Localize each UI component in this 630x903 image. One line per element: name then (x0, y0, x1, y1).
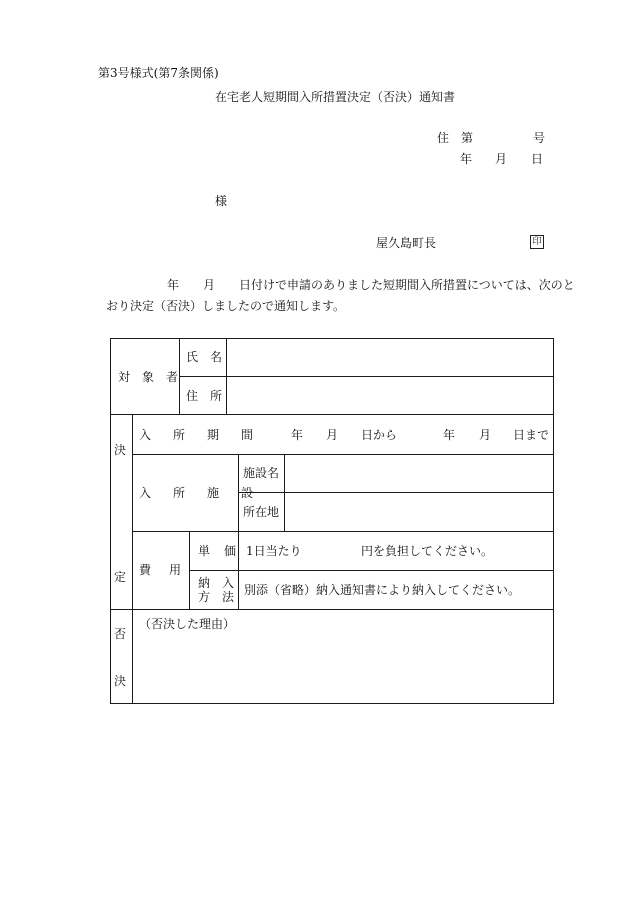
document-title: 在宅老人短期間入所措置決定（否決）通知書 (215, 90, 456, 104)
facility-label: 入所施設 (139, 486, 276, 500)
unit-price-label: 単価 (198, 544, 251, 558)
body-month: 月 (203, 278, 216, 292)
seal-mark: 印 (530, 235, 544, 249)
rejection-reason-label: （否決した理由） (139, 617, 236, 631)
body-text-line2: おり決定（否決）しましたので通知します。 (106, 299, 346, 313)
decision-char-1: 決 (114, 443, 127, 457)
facility-name-label: 施設名 (243, 466, 280, 480)
address-label: 住所 (186, 389, 235, 403)
addressee-suffix: 様 (215, 194, 228, 208)
unit-price-suffix: 円を負担してください。 (361, 544, 494, 558)
rejection-char-1: 否 (114, 627, 127, 641)
decision-char-2: 定 (114, 570, 127, 584)
date-year: 年 (460, 152, 473, 166)
payment-label-1: 納 入 (198, 576, 235, 590)
payment-label-2: 方 法 (198, 590, 235, 604)
rejection-char-2: 決 (114, 674, 127, 688)
payment-text: 別添（省略）納入通知書により納入してください。 (244, 583, 521, 597)
period-to-year: 年 (443, 428, 456, 442)
period-from-month: 月 (326, 428, 339, 442)
period-to-day: 日まで (513, 428, 550, 442)
date-month: 月 (495, 152, 508, 166)
period-to-month: 月 (479, 428, 492, 442)
facility-location-label: 所在地 (243, 505, 280, 519)
period-from-year: 年 (291, 428, 304, 442)
name-label: 氏名 (186, 350, 235, 364)
unit-price-prefix: 1日当たり (246, 544, 302, 558)
cost-label: 費用 (139, 563, 200, 577)
doc-number-suffix: 号 (533, 131, 546, 145)
issuer-name: 屋久島町長 (376, 236, 437, 250)
period-from-day: 日から (361, 428, 398, 442)
form-label: 第3号様式(第7条関係) (98, 66, 219, 80)
period-label: 入所期間 (139, 428, 276, 442)
body-text-line1: 日付けで申請のありました短期間入所措置については、次のと (239, 278, 575, 292)
subject-header: 対象者 (118, 370, 191, 384)
doc-number-prefix: 住 第 (437, 131, 474, 145)
date-day: 日 (531, 152, 544, 166)
body-year: 年 (167, 278, 180, 292)
